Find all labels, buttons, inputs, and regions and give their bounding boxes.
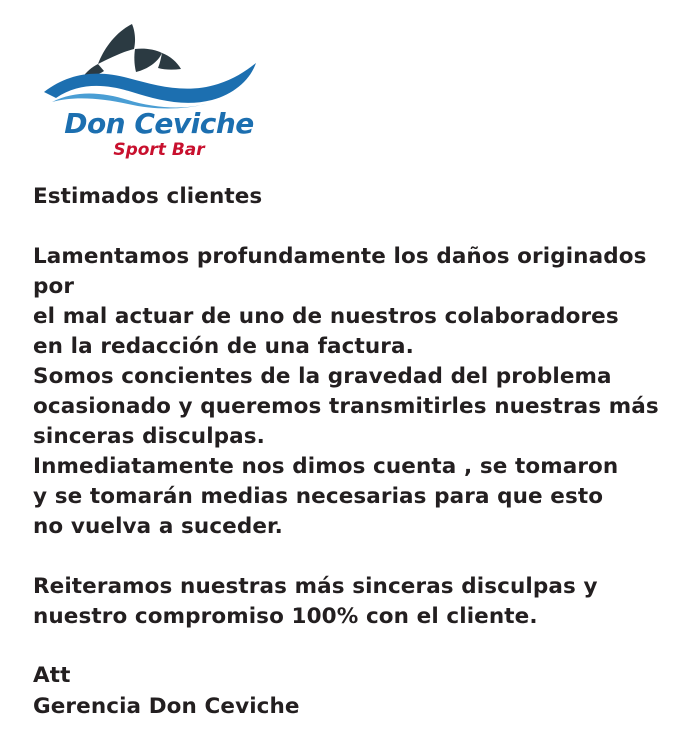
letter-line: Somos concientes de la gravedad del problema <box>33 364 612 389</box>
marlin-fish-wave-icon <box>36 18 266 110</box>
letter-line: el mal actuar de uno de nuestros colaboradores <box>33 304 619 329</box>
letter-salutation: Estimados clientes <box>33 184 263 209</box>
letter-line: en la redacción de una factura. <box>33 334 414 359</box>
letter-paragraph-2 <box>33 572 681 632</box>
letter-line: y se tomarán medias necesarias para que esto <box>33 484 604 509</box>
letter-paragraph-1 <box>33 242 681 542</box>
brand-logo <box>36 18 266 158</box>
letter-line: no vuelva a suceder. <box>33 514 283 539</box>
paragraph-spacer <box>33 542 681 572</box>
letter-line: nuestro compromiso 100% con el cliente. <box>33 604 538 629</box>
letter-line: sinceras disculpas. <box>33 424 265 449</box>
signoff-spacer <box>33 632 681 660</box>
letter-line: ocasionado y queremos transmitirles nuestras más <box>33 394 659 419</box>
logo-brand-name: Don Ceviche <box>64 107 254 140</box>
letter-body <box>33 182 681 722</box>
letter-line: Reiteramos nuestras más sinceras disculpas y <box>33 574 598 599</box>
letter-line: Lamentamos profundamente los daños originados por <box>33 244 647 299</box>
signoff-line: Att <box>33 663 71 688</box>
signoff-line: Gerencia Don Ceviche <box>33 694 300 719</box>
letter-signoff <box>33 660 681 722</box>
letter-line: Inmediatamente nos dimos cuenta , se tomaron <box>33 454 619 479</box>
logo-tagline: Sport Bar <box>113 140 205 160</box>
